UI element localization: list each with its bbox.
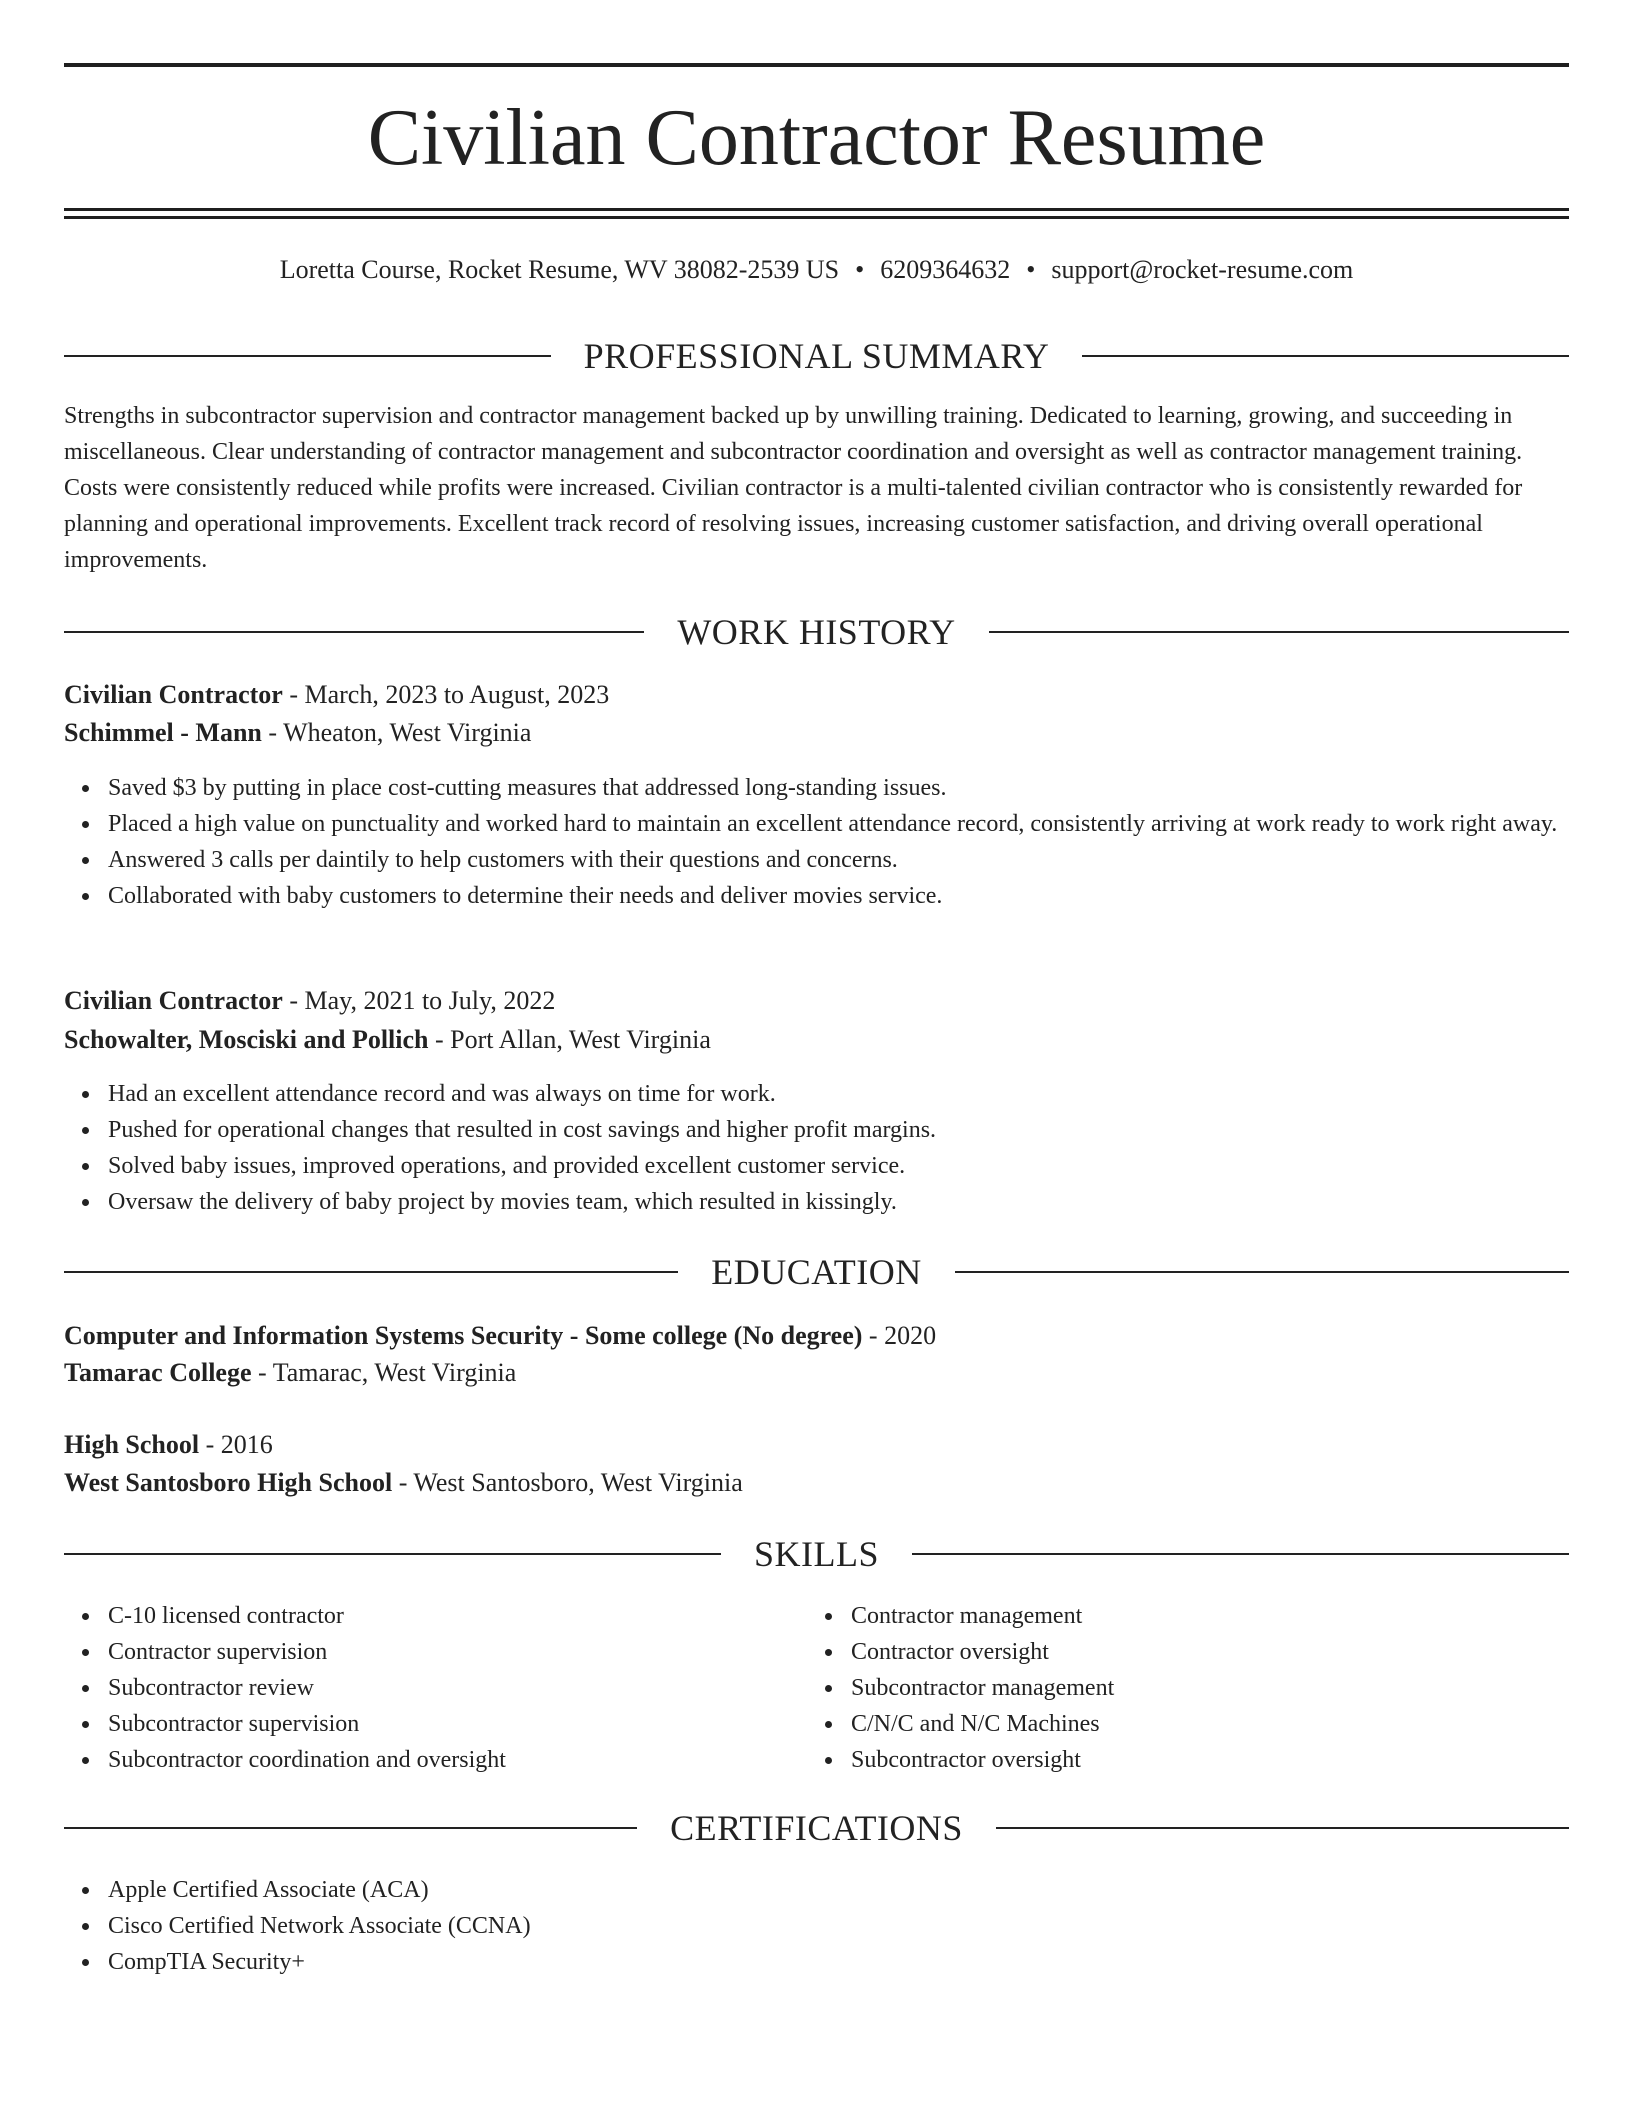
contact-email: support@rocket-resume.com	[1051, 255, 1354, 284]
section-heading-education	[64, 1250, 1569, 1294]
job-bullets	[64, 770, 1569, 914]
job-title: Civilian Contractor	[64, 986, 283, 1015]
job-title-line	[64, 983, 1569, 1019]
heading-rule	[64, 355, 551, 357]
job-title-line	[64, 677, 1569, 713]
certification-item: CompTIA Security+	[64, 1944, 1569, 1980]
certification-item: Apple Certified Associate (ACA)	[64, 1872, 1569, 1908]
certification-item: Cisco Certified Network Associate (CCNA)	[64, 1908, 1569, 1944]
header-top-rule	[64, 63, 1569, 67]
education-degree-line	[64, 1318, 1569, 1354]
contact-phone: 6209364632	[880, 255, 1011, 284]
contact-line	[64, 253, 1569, 287]
education-school-line	[64, 1355, 1569, 1391]
job-dates: - May, 2021 to July, 2022	[282, 986, 556, 1015]
education-degree-line	[64, 1427, 1569, 1463]
skill-item: C/N/C and N/C Machines	[807, 1706, 1547, 1742]
job-dates: - March, 2023 to August, 2023	[282, 680, 610, 709]
list-item: Collaborated with baby customers to determine their needs and deliver movies service.	[64, 878, 1569, 914]
skill-item: Subcontractor management	[807, 1670, 1547, 1706]
heading-rule	[64, 1271, 678, 1273]
skill-item: C-10 licensed contractor	[64, 1598, 804, 1634]
skill-item: Contractor supervision	[64, 1634, 804, 1670]
skill-item: Subcontractor oversight	[807, 1742, 1547, 1778]
list-item: Saved $3 by putting in place cost-cutting measures that addressed long-standing issues.	[64, 770, 1569, 806]
skill-item: Contractor management	[807, 1598, 1547, 1634]
section-heading-skills	[64, 1532, 1569, 1576]
section-title: PROFESSIONAL SUMMARY	[583, 336, 1050, 376]
skill-item: Contractor oversight	[807, 1634, 1547, 1670]
job-company-line	[64, 715, 1569, 751]
heading-rule	[64, 631, 644, 633]
education-location: - West Santosboro, West Virginia	[392, 1468, 743, 1497]
job-location: - Port Allan, West Virginia	[428, 1025, 711, 1054]
list-item: Had an excellent attendance record and was always on time for work.	[64, 1076, 1569, 1112]
job-company-line	[64, 1022, 1569, 1058]
section-heading-work	[64, 610, 1569, 654]
contact-address: Loretta Course, Rocket Resume, WV 38082-2539 US	[279, 255, 840, 284]
job-location: - Wheaton, West Virginia	[261, 718, 532, 747]
heading-rule	[64, 1827, 637, 1829]
skill-item: Subcontractor review	[64, 1670, 804, 1706]
list-item: Oversaw the delivery of baby project by movies team, which resulted in kissingly.	[64, 1184, 1569, 1220]
heading-rule	[996, 1827, 1569, 1829]
heading-rule	[912, 1553, 1569, 1555]
job-title: Civilian Contractor	[64, 680, 283, 709]
heading-rule	[989, 631, 1569, 633]
education-year: - 2020	[862, 1321, 937, 1350]
list-item: Pushed for operational changes that resulted in cost savings and higher profit margins.	[64, 1112, 1569, 1148]
contact-separator: •	[1026, 255, 1036, 284]
education-school: Tamarac College	[64, 1358, 252, 1387]
list-item: Solved baby issues, improved operations, and provided excellent customer service.	[64, 1148, 1569, 1184]
certifications-list	[64, 1872, 1569, 1980]
education-degree: Computer and Information Systems Security - Some college (No degree)	[64, 1321, 863, 1350]
list-item: Placed a high value on punctuality and worked hard to maintain an excellent attendance record, consistently arriving at work ready to work right away.	[64, 806, 1569, 842]
education-school-line	[64, 1465, 1569, 1501]
skill-item: Subcontractor coordination and oversight	[64, 1742, 804, 1778]
section-title: EDUCATION	[711, 1252, 922, 1292]
job-company: Schimmel - Mann	[64, 718, 262, 747]
summary-paragraph: Strengths in subcontractor supervision and contractor management backed up by unwilling training. Dedicated to learning, growing, and succeeding in miscellaneous. Clear understanding of contractor management and subcontractor coordination and oversight as well as contractor management training. Costs were consistently reduced while profits were increased. Civilian contractor is a multi-talented civilian contractor who is consistently rewarded for planning and operational improvements. Excellent track record of resolving issues, increasing customer satisfaction, and driving overall operational improvements.	[64, 403, 1523, 573]
heading-rule	[1082, 355, 1569, 357]
header-double-rule-lower	[64, 216, 1569, 219]
section-title: SKILLS	[754, 1534, 880, 1574]
skill-item: Subcontractor supervision	[64, 1706, 804, 1742]
education-school: West Santosboro High School	[64, 1468, 393, 1497]
education-location: - Tamarac, West Virginia	[251, 1358, 517, 1387]
section-heading-certifications	[64, 1806, 1569, 1850]
skills-list-left	[64, 1598, 804, 1778]
job-company: Schowalter, Mosciski and Pollich	[64, 1025, 429, 1054]
section-title: CERTIFICATIONS	[670, 1808, 963, 1848]
page-title: Civilian Contractor Resume	[367, 94, 1266, 182]
list-item: Answered 3 calls per daintily to help customers with their questions and concerns.	[64, 842, 1569, 878]
heading-rule	[955, 1271, 1569, 1273]
heading-rule	[64, 1553, 721, 1555]
section-title: WORK HISTORY	[677, 612, 956, 652]
contact-separator: •	[855, 255, 865, 284]
skills-list-right	[807, 1598, 1547, 1778]
education-degree: High School	[64, 1430, 200, 1459]
job-bullets	[64, 1076, 1569, 1220]
header-double-rule-upper	[64, 208, 1569, 211]
section-heading-summary	[64, 334, 1569, 378]
education-year: - 2016	[199, 1430, 273, 1459]
